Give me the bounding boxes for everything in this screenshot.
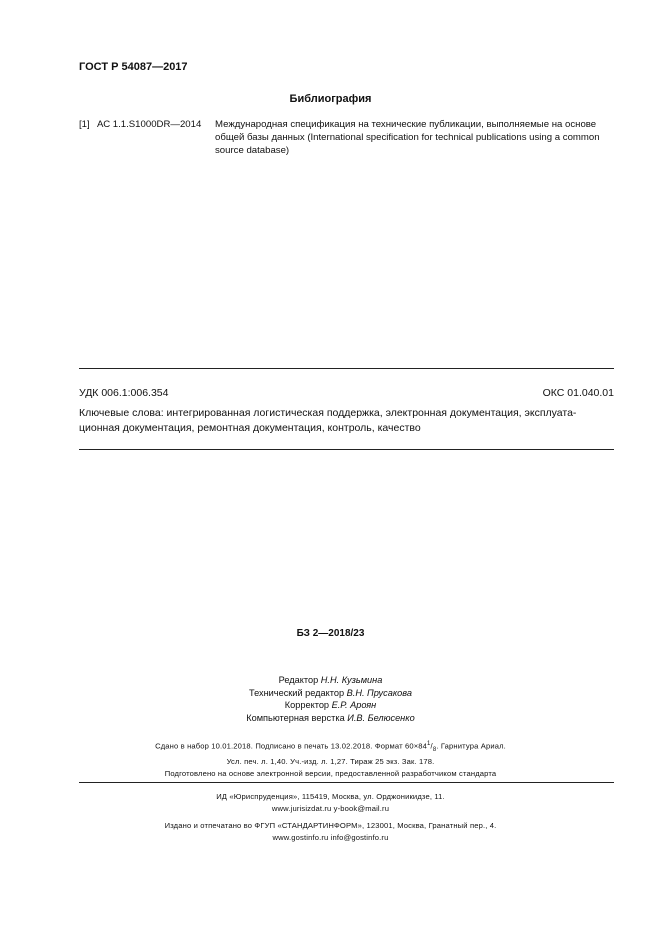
bibliography-entry-description bbox=[215, 118, 617, 157]
staff-name: Н.Н. Кузьмина bbox=[320, 675, 383, 685]
divider-footer bbox=[79, 782, 614, 783]
standard-id: ГОСТ Р 54087—2017 bbox=[79, 61, 188, 73]
bz-number: БЗ 2—2018/23 bbox=[296, 628, 365, 639]
print-details-line: Усл. печ. л. 1,40. Уч.-изд. л. 1,27. Тираж 25 экз. Зак. 178. bbox=[226, 757, 435, 767]
printer-line: Издано и отпечатано во ФГУП «СТАНДАРТИНФОРМ», 123001, Москва, Гранатный пер., 4. bbox=[164, 821, 497, 830]
description-line: Международная спецификация на технические публикации, выполняемые на основе bbox=[215, 119, 597, 130]
publisher-line: ИД «Юриспруденция», 115419, Москва, ул. Орджоникидзе, 11. bbox=[216, 792, 445, 801]
divider-top bbox=[79, 368, 614, 369]
keywords-line: ционная документация, ремонтная документация, контроль, качество bbox=[79, 422, 421, 434]
bibliography-entry-code: АС 1.1.S1000DR—2014 bbox=[97, 119, 202, 130]
format-fraction-numerator: 1 bbox=[427, 741, 431, 747]
bibliography-title: Библиография bbox=[289, 93, 372, 105]
format-fraction-slash: / bbox=[430, 741, 433, 751]
print-details-line bbox=[0, 738, 661, 756]
divider-bottom bbox=[79, 449, 614, 450]
oks-code: ОКС 01.040.01 bbox=[542, 387, 614, 399]
format-fraction-denominator: 8 bbox=[432, 747, 437, 754]
staff-role: Редактор bbox=[278, 675, 319, 685]
description-line: общей базы данных (International specification for technical publications using a common bbox=[215, 132, 600, 143]
keywords bbox=[79, 406, 616, 436]
staff-role: Компьютерная верстка bbox=[246, 712, 345, 723]
print-line-text: Сдано в набор 10.01.2018. Подписано в печать 13.02.2018. Формат 60×84 bbox=[155, 741, 428, 751]
bibliography-entry-number: [1] bbox=[79, 119, 90, 130]
print-details-line: Подготовлено на основе электронной версии, предоставленной разработчиком стандарта bbox=[164, 769, 497, 779]
staff-name: В.Н. Прусакова bbox=[346, 687, 412, 698]
publisher-info bbox=[0, 791, 661, 844]
description-line: source database) bbox=[215, 145, 290, 156]
staff-line bbox=[0, 699, 661, 712]
printer-contacts: www.gostinfo.ru info@gostinfo.ru bbox=[272, 833, 389, 842]
staff-name: Е.Р. Ароян bbox=[331, 700, 377, 710]
staff-line bbox=[0, 674, 661, 687]
publisher-contacts: www.jurisizdat.ru y-book@mail.ru bbox=[271, 804, 390, 813]
staff-role: Корректор bbox=[284, 700, 330, 710]
print-details bbox=[0, 738, 661, 780]
keywords-line: Ключевые слова: интегрированная логистическая поддержка, электронная документация, эксплуата- bbox=[79, 407, 577, 419]
udk-code: УДК 006.1:006.354 bbox=[79, 387, 169, 399]
staff-credits bbox=[0, 674, 661, 724]
print-line-text: . Гарнитура Ариал. bbox=[436, 741, 506, 751]
staff-role: Технический редактор bbox=[249, 687, 345, 698]
staff-name: И.В. Белюсенко bbox=[347, 712, 415, 723]
staff-line bbox=[0, 687, 661, 700]
staff-line bbox=[0, 712, 661, 725]
